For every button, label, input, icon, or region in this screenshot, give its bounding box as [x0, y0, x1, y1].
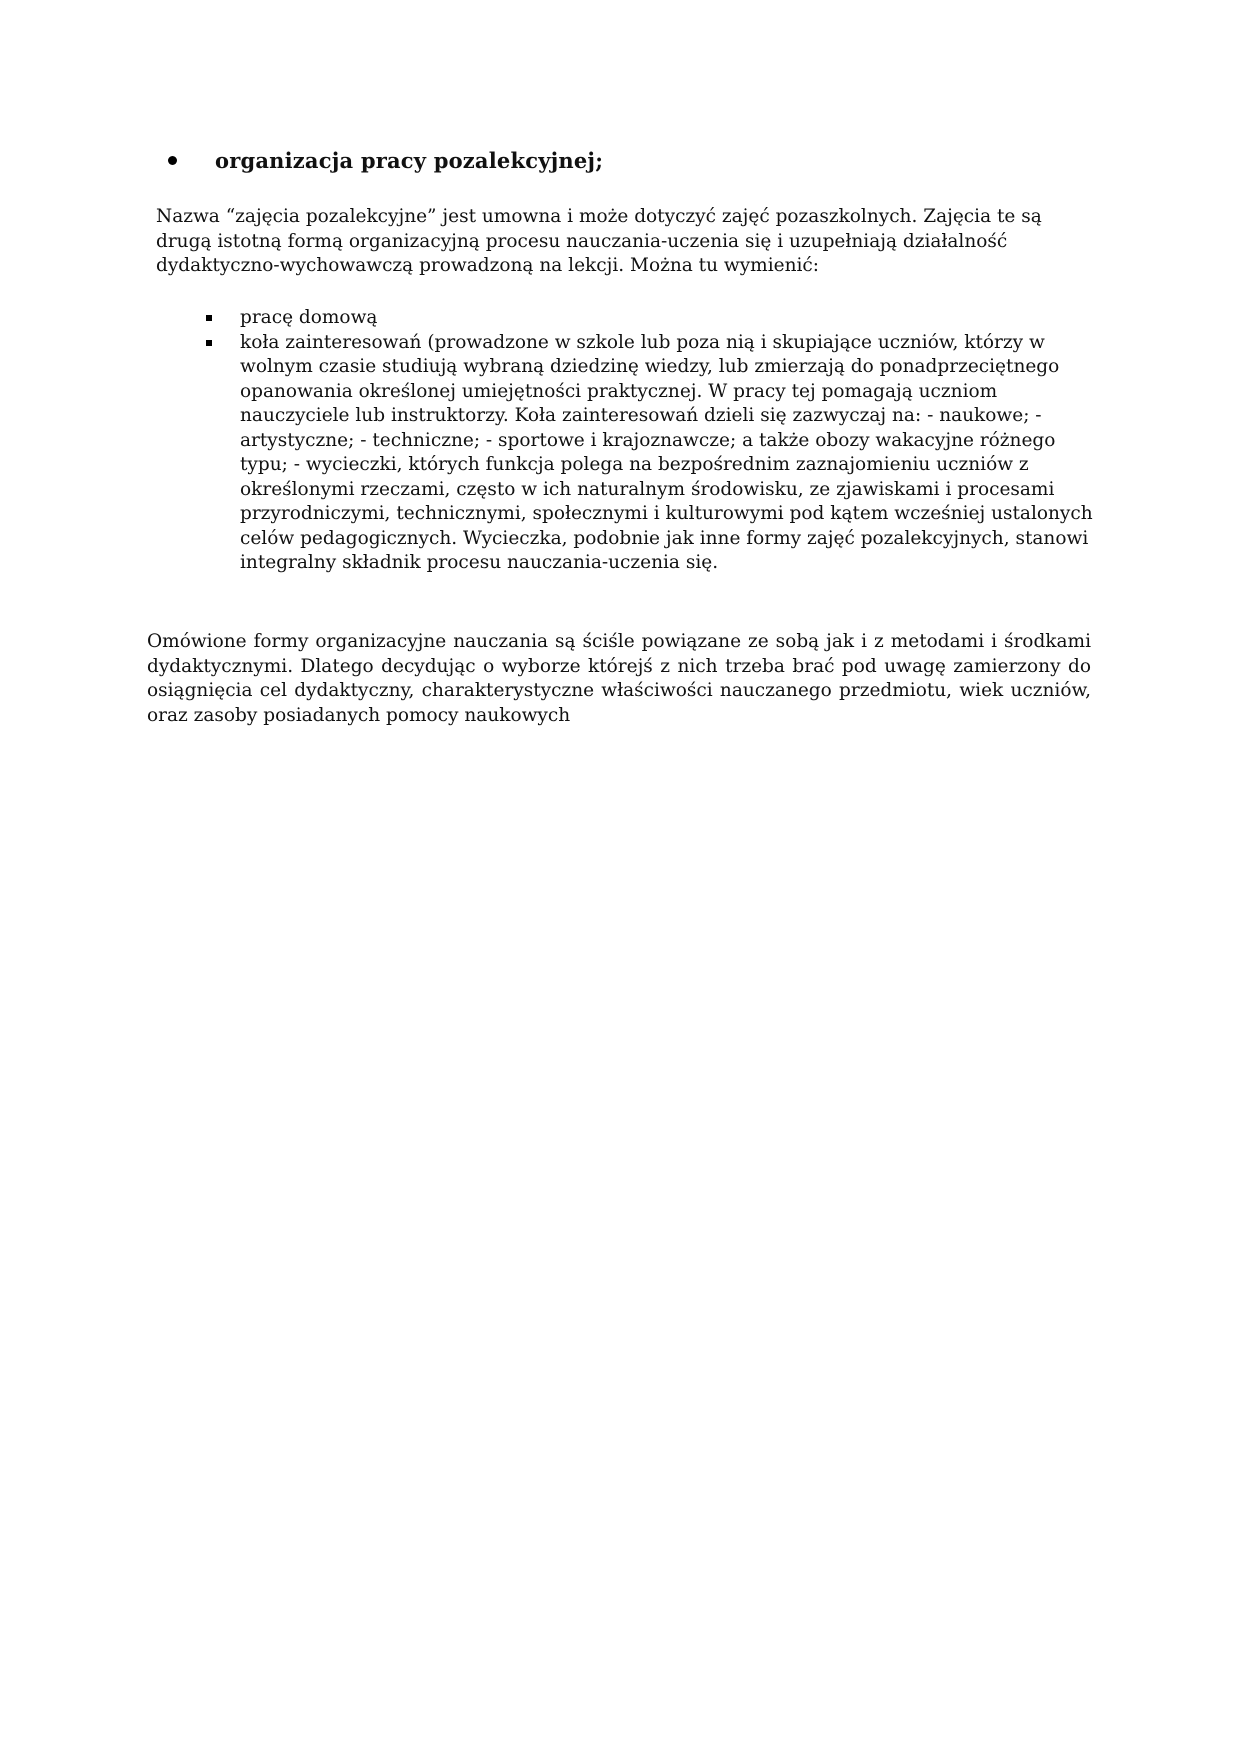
list-item-text: koła zainteresowań (prowadzone w szkole lub poza nią i skupiające uczniów, którzy w wolnym czasie studiują wybraną dziedzinę wiedzy, lub zmierzają do ponadprzeciętnego opanowania określonej umiejętności praktycznej. W pracy tej pomagają uczniom nauczyciele lub instruktorzy. Koła zainteresowań dzieli się zazwyczaj na: - naukowe; - artystyczne; - techniczne; - sportowe i krajoznawcze; a także obozy wakacyjne różnego typu; - wycieczki, których funkcja polega na bezpośrednim zaznajomieniu uczniów z określonymi rzeczami, często w ich naturalnym środowisku, ze zjawiskami i procesami przyrodniczymi, technicznymi, społecznymi i kulturowymi pod kątem wcześniej ustalonych celów pedagogicznych. Wycieczka, podobnie jak inne formy zajęć pozalekcyjnych, stanowi integralny składnik procesu nauczania-uczenia się. — [240, 331, 1093, 573]
intro-paragraph: Nazwa “zajęcia pozalekcyjne” jest umowna i może dotyczyć zajęć pozaszkolnych. Zajęcia te są drugą istotną formą organizacyjną procesu nauczania-uczenia się i uzupełniają działalność dydaktyczno-wychowawczą prowadzoną na lekcji. Można tu wymienić: — [156, 206, 1042, 276]
closing-paragraph: Omówione formy organizacyjne nauczania są ściśle powiązane ze sobą jak i z metodami i środkami dydaktycznymi. Dlatego decydując o wyborze którejś z nich trzeba brać pod uwagę zamierzony do osiągnięcia cel dydaktyczny, charakterystyczne właściwości nauczanego przedmiotu, wiek uczniów, oraz zasoby posiadanych pomocy naukowych — [147, 631, 1091, 726]
list-item — [200, 331, 1100, 576]
list-item — [200, 306, 1100, 331]
heading-text: organizacja pracy pozalekcyjnej; — [215, 148, 604, 173]
section-heading — [160, 148, 603, 173]
round-bullet-icon — [168, 156, 177, 165]
square-bullet-icon — [206, 315, 212, 321]
activity-list — [200, 306, 1100, 576]
square-bullet-icon — [206, 340, 212, 346]
list-item-text: pracę domową — [240, 307, 378, 328]
